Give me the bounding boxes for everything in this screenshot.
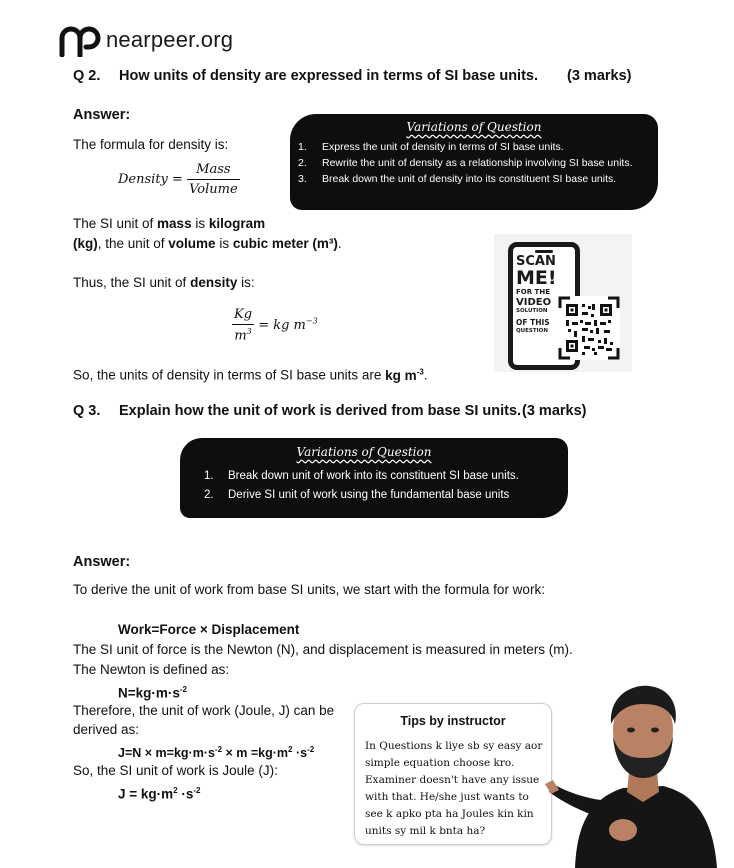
brand-name: nearpeer.org bbox=[106, 27, 234, 52]
q3-si-force: The SI unit of force is the Newton (N), and displacement is measured in meters (m). bbox=[73, 642, 573, 657]
q2-variations-title: Variations of Question bbox=[406, 120, 542, 134]
density-numerator: Mass bbox=[187, 162, 240, 180]
joule-equation: $J=N \times m=kg\cdot m\cdot s^{-2} \times m =kg\cdot m^2 \cdot s^{-2}$ bbox=[118, 745, 315, 761]
work-formula: Work=Force × Displacement bbox=[118, 622, 300, 637]
q2-variations-list bbox=[298, 139, 644, 187]
density-lhs: Density = bbox=[118, 172, 183, 187]
tips-body: In Questions k liye sb sy easy aor simple equation choose kro. Examiner doesn't have any issue with that. He/she just wants to see k apko pta ha Joules kin kin units sy mil k bnta ha? bbox=[365, 740, 543, 837]
q3-therefore-2: derived as: bbox=[73, 722, 140, 737]
q2-si-line-2: (kg), the unit of volume is cubic meter (m³). bbox=[73, 236, 342, 251]
phone-icon: SCAN ME! FOR THE VIDEO SOLUTION OF THIS QUESTION bbox=[508, 242, 580, 370]
q3-so-line: So, the SI unit of work is Joule (J): bbox=[73, 763, 278, 778]
density-formula bbox=[118, 162, 240, 197]
density-fraction bbox=[187, 162, 240, 197]
tips-title: Tips by instructor bbox=[400, 714, 506, 728]
q3-marks: (3 marks) bbox=[522, 403, 587, 419]
qr-code-icon bbox=[558, 296, 620, 360]
nearpeer-logo-icon bbox=[57, 23, 101, 57]
q2-answer-label: Answer: bbox=[73, 107, 131, 123]
q3-variations-list bbox=[204, 467, 558, 505]
q3-heading bbox=[73, 403, 521, 419]
q3-answer-label: Answer: bbox=[73, 554, 131, 570]
q2-number: Q 2. bbox=[73, 68, 101, 84]
q2-formula-intro: The formula for density is: bbox=[73, 137, 229, 152]
q2-variation-item: 2. Rewrite the unit of density as a relationship involving SI base units. bbox=[298, 157, 633, 169]
q3-number: Q 3. bbox=[73, 403, 101, 419]
newton-equation: $N=kg\cdot m\cdot s^{-2}$ bbox=[118, 685, 188, 701]
q3-variations-box bbox=[180, 438, 568, 518]
q2-thus-line: Thus, the SI unit of density is: bbox=[73, 275, 255, 290]
q2-variation-item: 1. Express the unit of density in terms of SI base units. bbox=[298, 141, 564, 153]
density-denominator: Volume bbox=[189, 182, 238, 197]
instructor-photo bbox=[545, 680, 734, 868]
q2-variations-box bbox=[290, 114, 658, 210]
q3-variation-item: 1. Break down unit of work into its constituent SI base units. bbox=[204, 470, 519, 482]
q3-variation-item: 2. Derive SI unit of work using the fundamental base units bbox=[204, 489, 510, 501]
q2-question: How units of density are expressed in terms of SI base units. bbox=[119, 68, 538, 84]
q2-conclusion: So, the units of density in terms of SI base units are kg $m^{-3}$. bbox=[73, 367, 428, 383]
tips-card bbox=[354, 703, 552, 845]
q3-newton-def: The Newton is defined as: bbox=[73, 662, 230, 677]
q3-therefore-1: Therefore, the unit of work (Joule, J) can be bbox=[73, 703, 335, 718]
kg-fraction: $\frac{Kg}{m^3}$ bbox=[234, 307, 253, 344]
q3-variations-title: Variations of Question bbox=[296, 445, 432, 459]
scan-me-card[interactable] bbox=[494, 234, 632, 372]
kg-formula bbox=[232, 307, 318, 343]
q3-intro: To derive the unit of work from base SI units, we start with the formula for work: bbox=[73, 582, 545, 597]
q3-question: Explain how the unit of work is derived from base SI units. bbox=[119, 403, 522, 419]
final-equation: $J = kg\cdot m^2 \cdot s^{-2}$ bbox=[118, 786, 201, 802]
q2-marks: (3 marks) bbox=[567, 68, 632, 84]
q2-variation-item: 3. Break down the unit of density into its constituent SI base units. bbox=[298, 173, 617, 185]
kg-rhs: = kg $m^{-3}$ bbox=[258, 316, 318, 333]
q2-si-line-1: The SI unit of mass is kilogram bbox=[73, 216, 266, 231]
